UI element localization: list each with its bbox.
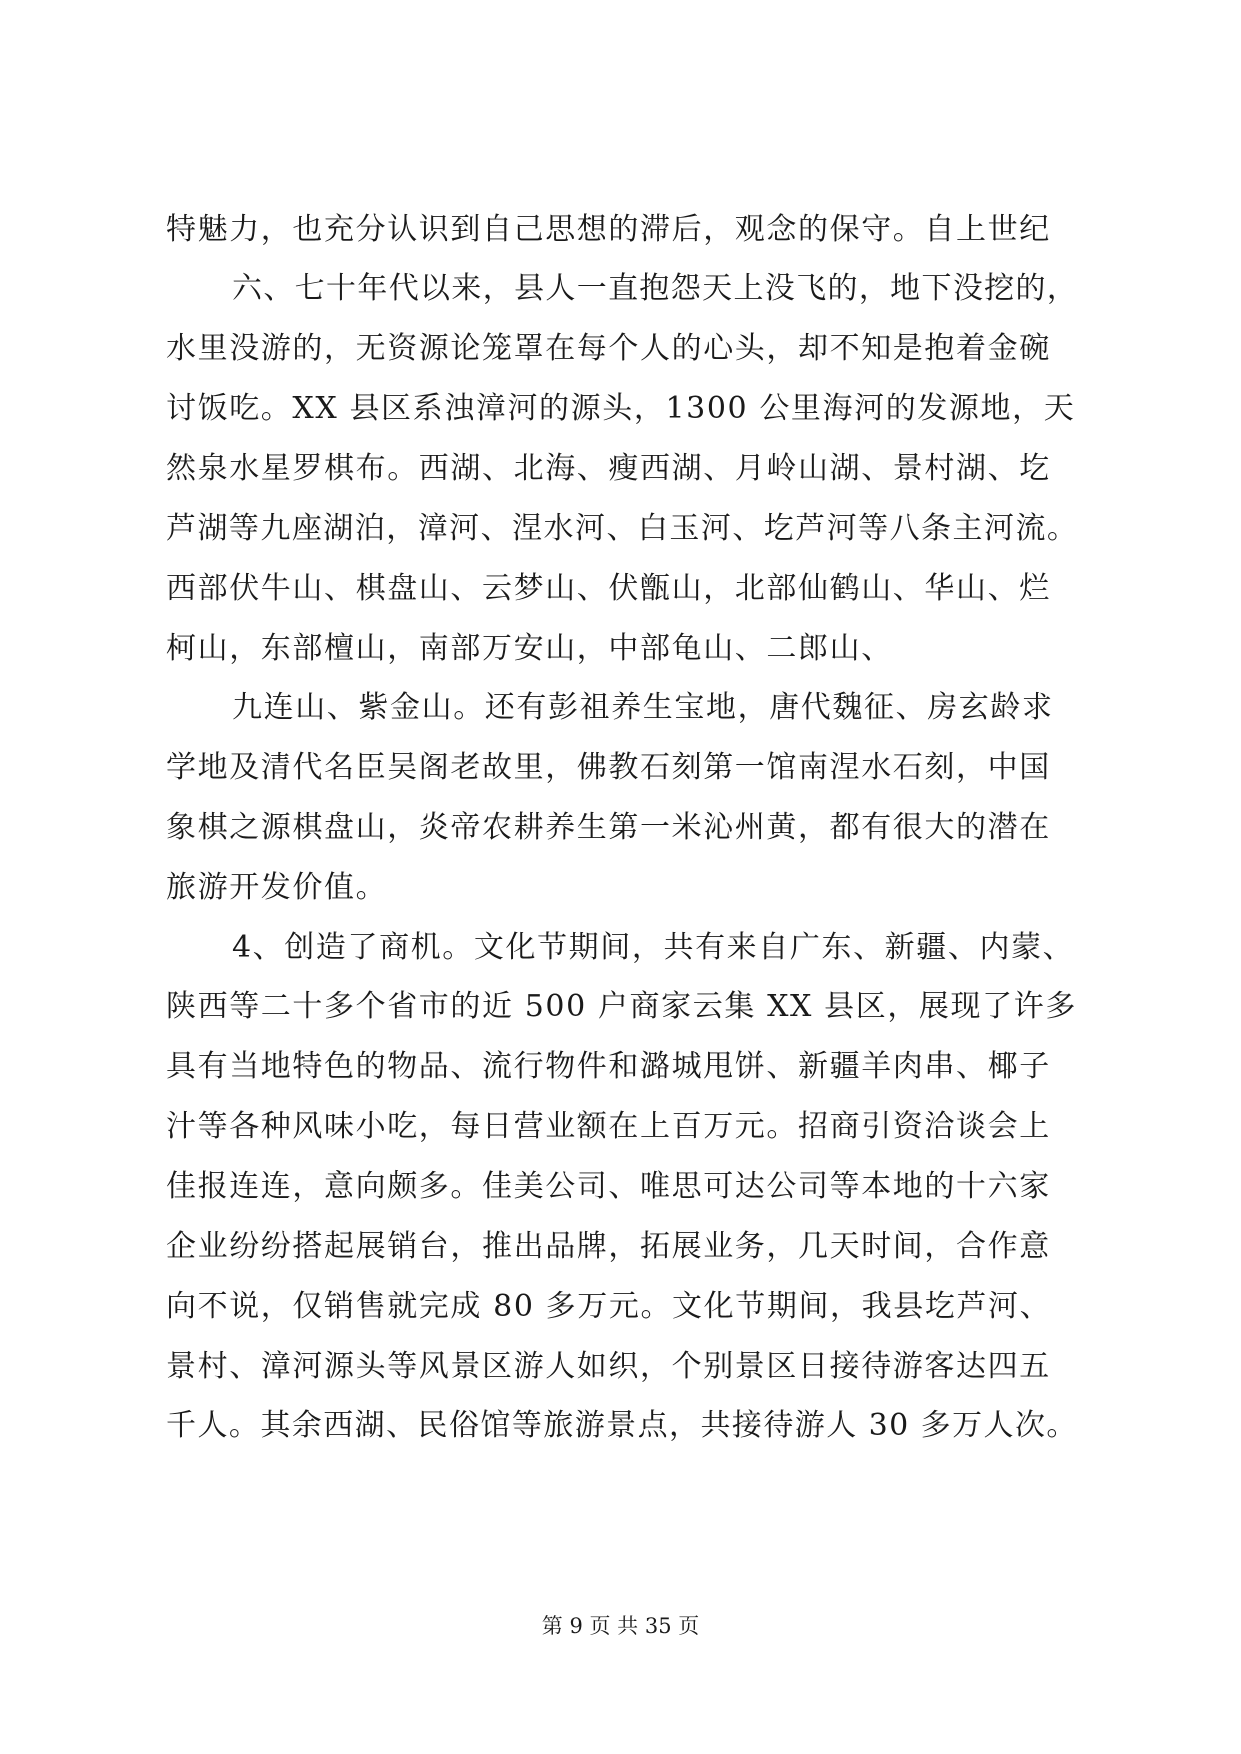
text-line: 汁等各种风味小吃，每日营业额在上百万元。招商引资洽谈会上 <box>166 1109 1051 1144</box>
text-line: 佳报连连，意向颇多。佳美公司、唯思可达公司等本地的十六家 <box>166 1169 1051 1204</box>
page-number-footer: 第 9 页 共 35 页 <box>541 1614 700 1638</box>
text-line: 西部伏牛山、棋盘山、云梦山、伏甑山，北部仙鹤山、华山、烂 <box>166 571 1051 606</box>
text-line: 水里没游的，无资源论笼罩在每个人的心头，却不知是抱着金碗 <box>166 331 1051 366</box>
text-line: 旅游开发价值。 <box>166 870 388 905</box>
text-line: 特魅力，也充分认识到自己思想的滞后，观念的保守。自上世纪 <box>166 212 1051 247</box>
paragraph-first-line: 六、七十年代以来，县人一直抱怨天上没飞的，地下没挖的， <box>232 271 1079 306</box>
text-line: 具有当地特色的物品、流行物件和潞城甩饼、新疆羊肉串、椰子 <box>166 1049 1051 1084</box>
text-line: 学地及清代名臣吴阁老故里，佛教石刻第一馆南涅水石刻，中国 <box>166 750 1051 785</box>
text-line: 讨饭吃。XX 县区系浊漳河的源头，1300 公里海河的发源地，天 <box>166 391 1076 426</box>
text-line: 向不说，仅销售就完成 80 多万元。文化节期间，我县圪芦河、 <box>166 1289 1052 1324</box>
text-line: 芦湖等九座湖泊，漳河、涅水河、白玉河、圪芦河等八条主河流。 <box>166 511 1079 546</box>
text-line: 柯山，东部檀山，南部万安山，中部龟山、二郎山、 <box>166 631 893 666</box>
text-line: 陕西等二十多个省市的近 500 户商家云集 XX 县区，展现了许多 <box>166 989 1077 1024</box>
text-line: 象棋之源棋盘山，炎帝农耕养生第一米沁州黄，都有很大的潜在 <box>166 810 1051 845</box>
paragraph-first-line: 4、创造了商机。文化节期间，共有来自广东、新疆、内蒙、 <box>232 930 1075 965</box>
text-line: 然泉水星罗棋布。西湖、北海、瘦西湖、月岭山湖、景村湖、圪 <box>166 451 1051 486</box>
paragraph-first-line: 九连山、紫金山。还有彭祖养生宝地，唐代魏征、房玄龄求 <box>232 690 1054 725</box>
text-line: 千人。其余西湖、民俗馆等旅游景点，共接待游人 30 多万人次。 <box>166 1408 1078 1443</box>
text-line: 企业纷纷搭起展销台，推出品牌，拓展业务，几天时间，合作意 <box>166 1229 1051 1264</box>
text-line: 景村、漳河源头等风景区游人如织，个别景区日接待游客达四五 <box>166 1349 1051 1384</box>
